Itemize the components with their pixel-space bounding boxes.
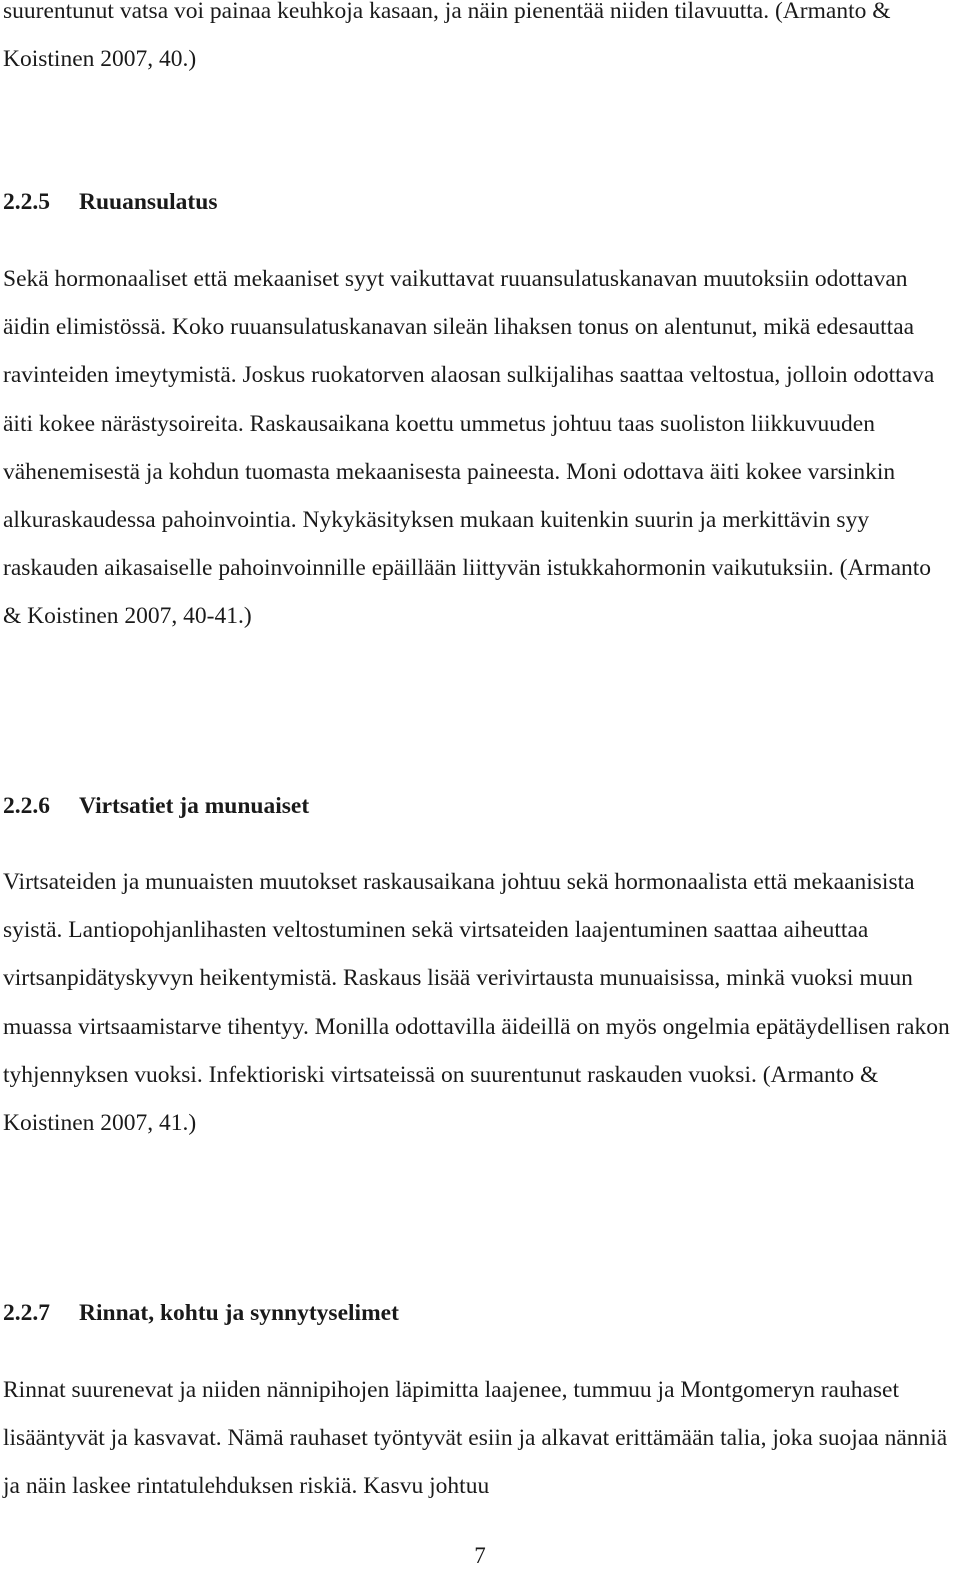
section-title: Rinnat, kohtu ja synnytyselimet <box>79 1300 399 1326</box>
section-heading-2-2-7 <box>3 1298 399 1328</box>
section-number: 2.2.6 <box>3 793 50 819</box>
section-heading-2-2-5 <box>3 187 217 217</box>
section-body-2-2-5: Sekä hormonaaliset että mekaaniset syyt vaikuttavat ruuansulatuskanavan muutoksiin odottavan äidin elimistössä. Koko ruuansulatuskanavan sileän lihaksen tonus on alentunut, mikä edesauttaa ravinteiden imeytymistä. Joskus ruokatorven alaosan sulkijalihas saattaa veltostua, jolloin odottava äiti kokee närästysoireita. Raskausaikana koettu ummetus johtuu taas suoliston liikkuvuuden vähenemisestä ja kohdun tuomasta mekaanisesta paineesta. Moni odottava äiti kokee varsinkin alkuraskaudessa pahoinvointia. Nykykäsityksen mukaan kuitenkin suurin ja merkittävin syy raskauden aikasaiselle pahoinvoinnille epäillään liittyvän istukkahormonin vaikutuksiin. (Armanto & Koistinen 2007, 40-41.) <box>3 266 935 630</box>
section-body-2-2-7: Rinnat suurenevat ja niiden nännipihojen läpimitta laajenee, tummuu ja Montgomeryn rauhaset lisääntyvät ja kasvavat. Nämä rauhaset työntyvät esiin ja alkavat erittämään talia, joka suojaa nänniä ja näin laskee rintatulehduksen riskiä. Kasvu johtuu <box>3 1377 948 1500</box>
section-heading-2-2-6 <box>3 791 309 821</box>
section-title: Ruuansulatus <box>79 189 218 215</box>
section-number: 2.2.7 <box>3 1300 50 1326</box>
section-number: 2.2.5 <box>3 189 50 215</box>
section-body-2-2-6: Virtsateiden ja munuaisten muutokset raskausaikana johtuu sekä hormonaalista että mekaanisista syistä. Lantiopohjanlihasten veltostuminen sekä virtsateiden laajentuminen saattaa aiheuttaa virtsanpidätyskyvyn heikentymistä. Raskaus lisää verivirtausta munuaisissa, minkä vuoksi muun muassa virtsaamistarve tihentyy. Monilla odottavilla äideillä on myös ongelmia epätäydellisen rakon tyhjennyksen vuoksi. Infektioriski virtsateissä on suurentunut raskauden vuoksi. (Armanto & Koistinen 2007, 41.) <box>3 869 950 1137</box>
section-title: Virtsatiet ja munuaiset <box>79 793 310 819</box>
intro-paragraph: suurentunut vatsa voi painaa keuhkoja kasaan, ja näin pienentää niiden tilavuutta. (Armanto & Koistinen 2007, 40.) <box>3 0 891 73</box>
page-number: 7 <box>474 1543 486 1568</box>
